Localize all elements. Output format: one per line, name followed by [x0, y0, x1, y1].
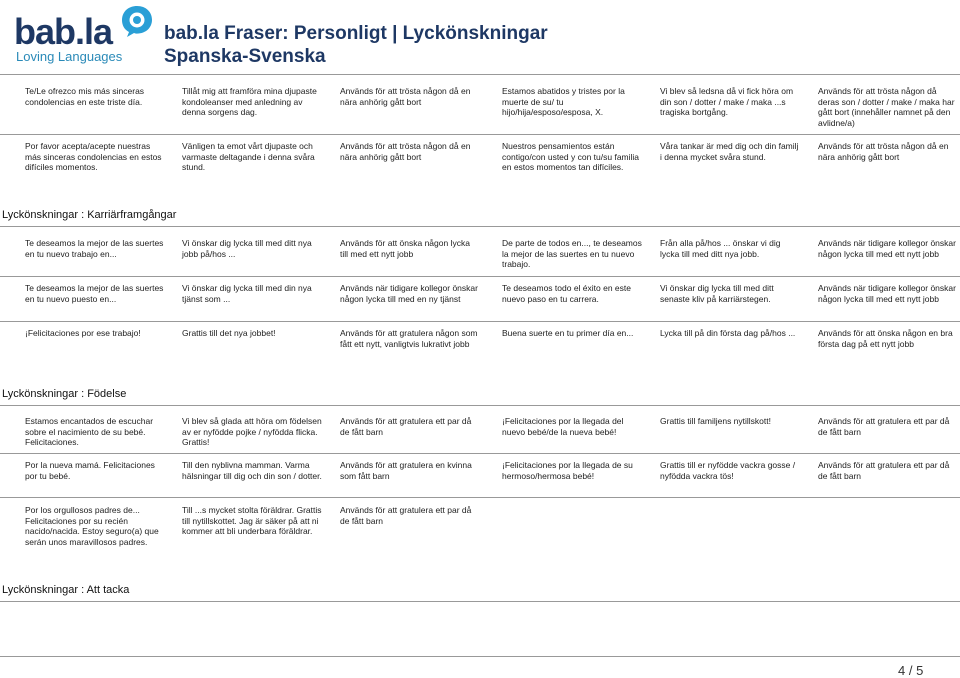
babla-logo[interactable] [12, 4, 152, 66]
phrase-translation: Lycka till på din första dag på/hos ... [660, 328, 796, 338]
speech-bubble-icon [120, 4, 154, 38]
phrase-source: ¡Felicitaciones por la llegada de su hermoso/hermosa bebé! [502, 460, 633, 481]
section-heading-birth: Lyckönskningar : Födelse [2, 388, 127, 400]
phrase-source: Te deseamos la mejor de las suertes en tu nuevo trabajo en... [25, 238, 164, 259]
phrase-source: Te deseamos la mejor de las suertes en tu nuevo puesto en... [25, 283, 164, 304]
title-line-1: bab.la Fraser: Personligt | Lyckönskningar [164, 23, 548, 44]
phrase-usage: Används för att gratulera ett par då de fått barn [340, 416, 472, 437]
row-divider [0, 276, 960, 277]
phrase-source: Por los orgullosos padres de... Felicitaciones por su recién nacido/nacida. Estoy seguro(a) que serán unos maravillosos padres. [25, 505, 159, 547]
phrase-usage: Används för att trösta någon då en nära anhörig gått bort [340, 141, 471, 162]
phrase-source: Por favor acepta/acepte nuestras más sinceras condolencias en estos difíciles momentos. [25, 141, 162, 173]
phrase-source: ¡Felicitaciones por la llegada del nuevo bebé/de la nueva bebé! [502, 416, 624, 437]
phrase-usage: Används för att trösta någon då en nära anhörig gått bort [818, 141, 949, 162]
phrase-translation: Våra tankar är med dig och din familj i denna mycket svåra stund. [660, 141, 799, 162]
phrase-translation: Till ...s mycket stolta föräldrar. Grattis till nytillskottet. Jag är säker på att ni kommer att bli underbara föräldrar. [182, 505, 322, 537]
header-divider [0, 74, 960, 75]
phrase-usage: Används för att önska någon en bra första dag på ett nytt jobb [818, 328, 953, 349]
footer-divider [0, 656, 960, 657]
section-divider [0, 405, 960, 406]
phrase-translation: Till den nyblivna mamman. Varma hälsningar till dig och din son / dotter. [182, 460, 322, 481]
phrase-translation: Vi blev så ledsna då vi fick höra om din son / dotter / make / maka ...s tragiska bortgång. [660, 86, 794, 118]
phrase-usage: Används för att gratulera ett par då de fått barn [340, 505, 472, 526]
phrase-usage: Används för att gratulera en kvinna som fått barn [340, 460, 472, 481]
phrase-usage: Används när tidigare kollegor önskar någon lycka till med ett nytt jobb [818, 238, 956, 259]
logo-wordmark: bab.la [14, 11, 113, 52]
phrase-translation: Grattis till familjens nytillskott! [660, 416, 771, 426]
phrase-source: Estamos abatidos y tristes por la muerte de su/ tu hijo/hija/esposo/esposa, X. [502, 86, 625, 118]
page-number: 4 / 5 [898, 663, 924, 678]
document-title [164, 22, 548, 68]
row-divider [0, 497, 960, 498]
phrase-translation: Vi önskar dig lycka till med ditt senaste kliv på karriärstegen. [660, 283, 774, 304]
phrase-source: ¡Felicitaciones por ese trabajo! [25, 328, 141, 338]
logo-tagline: Loving Languages [16, 49, 123, 64]
section-divider [0, 226, 960, 227]
phrase-source: Buena suerte en tu primer día en... [502, 328, 634, 338]
page-header [0, 0, 960, 68]
section-divider [0, 601, 960, 602]
phrase-usage: Används för att gratulera ett par då de fått barn [818, 416, 950, 437]
phrase-translation: Grattis till det nya jobbet! [182, 328, 276, 338]
phrase-source: De parte de todos en..., te deseamos la mejor de las suertes en tu nuevo trabajo. [502, 238, 642, 270]
phrase-usage: Används när tidigare kollegor önskar någon lycka till med ett nytt jobb [818, 283, 956, 304]
section-heading-career: Lyckönskningar : Karriärframgångar [2, 209, 177, 221]
phrase-translation: Vi blev så glada att höra om födelsen av er nyfödde pojke / nyfödda flicka. Grattis! [182, 416, 322, 448]
phrase-translation: Vi önskar dig lycka till med ditt nya jobb på/hos ... [182, 238, 312, 259]
title-line-2: Spanska-Svenska [164, 46, 326, 67]
phrase-usage: Används för att gratulera ett par då de fått barn [818, 460, 950, 481]
phrase-usage: Används för att önska någon lycka till med ett nytt jobb [340, 238, 470, 259]
phrase-translation: Från alla på/hos ... önskar vi dig lycka till med ditt nya jobb. [660, 238, 781, 259]
section-heading-thanks: Lyckönskningar : Att tacka [2, 584, 130, 596]
phrase-translation: Tillåt mig att framföra mina djupaste kondoleanser med anledning av denna sorgens dag. [182, 86, 317, 118]
phrase-translation: Grattis till er nyfödde vackra gosse / nyfödda vackra tös! [660, 460, 796, 481]
phrase-usage: Används för att trösta någon då en nära anhörig gått bort [340, 86, 471, 107]
phrase-source: Te deseamos todo el éxito en este nuevo paso en tu carrera. [502, 283, 631, 304]
phrase-source: Por la nueva mamá. Felicitaciones por tu bebé. [25, 460, 155, 481]
phrase-source: Estamos encantados de escuchar sobre el nacimiento de su bebé. Felicitaciones. [25, 416, 154, 448]
phrase-source: Te/Le ofrezco mis más sinceras condolencias en este triste día. [25, 86, 145, 107]
row-divider [0, 321, 960, 322]
phrase-usage: Används för att gratulera någon som fått ett nytt, vanligtvis lukrativt jobb [340, 328, 478, 349]
phrase-translation: Vänligen ta emot vårt djupaste och varmaste deltagande i denna svåra stund. [182, 141, 315, 173]
phrase-usage: Används när tidigare kollegor önskar någon lycka till med en ny tjänst [340, 283, 478, 304]
phrase-source: Nuestros pensamientos están contigo/con usted y con tu/su familia en estos momentos tan difíciles. [502, 141, 640, 173]
phrase-usage: Används för att trösta någon då deras son / dotter / make / maka har gått bort (innehåller namnet på den avlidne/a) [818, 86, 955, 128]
row-divider [0, 453, 960, 454]
row-divider [0, 134, 960, 135]
phrase-translation: Vi önskar dig lycka till med din nya tjänst som ... [182, 283, 312, 304]
